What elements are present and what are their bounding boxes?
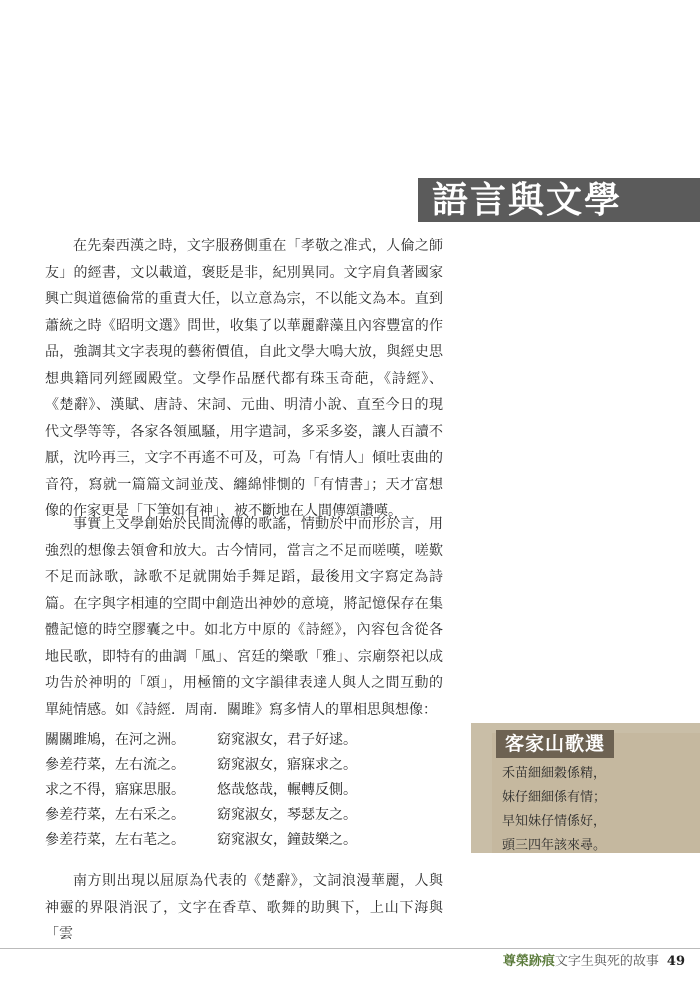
poem-half-line: 窈窕淑女，琴瑟友之。 [217, 807, 357, 823]
poem-half-line: 窈窕淑女，寤寐求之。 [217, 757, 357, 773]
body-section-top [45, 233, 443, 525]
poem-line [45, 828, 455, 853]
poem-line [45, 753, 455, 778]
paragraph-1: 在先秦西漢之時，文字服務側重在「孝敬之准式，人倫之師友」的經書，文以載道，褒貶是非，紀別異同。文字肩負著國家興亡與道德倫常的重責大任，以立意為宗，不以能文為本。直到蕭統之時《昭明文選》問世，收集了以華麗辭藻且內容豐富的作品，強調其文字表現的藝術價值，自此文學大鳴大放，與經史思想典籍同列經國殿堂。文學作品歷代都有珠玉奇葩，《詩經》、《楚辭》、漢賦、唐詩、宋詞、元曲、明清小說、直至今日的現代文學等等，各家各領風騷，用字遣詞，多采多姿，讓人百讀不厭，沈吟再三，文字不再遙不可及，可為「有情人」傾吐衷曲的音符，寫就一篇篇文詞並茂、纏綿悱惻的「有情書」；天才富想像的作家更是「下筆如有神」，被不斷地在人間傳頌讚嘆。 [45, 238, 443, 519]
sidebar-verse [502, 762, 697, 858]
sidebar-title: 客家山歌選 [496, 730, 614, 758]
sidebar-verse-line: 早知妹仔情係好， [502, 814, 607, 829]
page-number: 49 [666, 954, 685, 969]
footer-divider [0, 948, 700, 949]
poem-line [45, 778, 455, 803]
sidebar-verse-line: 妹仔細細係有情； [502, 790, 607, 805]
poem-half-line: 參差荇菜，左右芼之。 [45, 832, 185, 848]
poem-half-line: 求之不得，寤寐思服。 [45, 782, 185, 798]
section-title: 語言與文學 [432, 179, 623, 221]
poem-half-line: 參差荇菜，左右流之。 [45, 757, 185, 773]
sidebar-verse-line: 頭三四年該來尋。 [502, 838, 607, 853]
body-section-middle [45, 511, 443, 723]
footer-series-name: 尊榮跡痕 [502, 954, 555, 969]
poem-half-line: 窈窕淑女，君子好逑。 [217, 732, 357, 748]
body-section-bottom [45, 868, 443, 948]
poem-line [45, 728, 455, 753]
poem-guanju [45, 728, 455, 853]
sidebar-verse-line: 禾苗細細穀係精， [502, 766, 607, 781]
page-footer [503, 952, 685, 972]
poem-half-line: 悠哉悠哉，輾轉反側。 [217, 782, 357, 798]
paragraph-3: 南方則出現以屈原為代表的《楚辭》，文詞浪漫華麗，人與神靈的界限消泯了，文字在香草、歌舞的助興下，上山下海與「雲 [45, 873, 443, 942]
footer-book-title: 文字生與死的故事 [554, 954, 659, 969]
poem-half-line: 參差荇菜，左右采之。 [45, 807, 185, 823]
poem-half-line: 窈窕淑女，鐘鼓樂之。 [217, 832, 357, 848]
poem-half-line: 關關雎鳩，在河之洲。 [45, 732, 185, 748]
paragraph-2: 事實上文學創始於民間流傳的歌謠，情動於中而形於言，用強烈的想像去領會和放大。古今情同，當言之不足而嗟嘆，嗟歎不足而詠歌，詠歌不足就開始手舞足蹈，最後用文字寫定為詩篇。在字與字相連的空間中創造出神妙的意境，將記憶保存在集體記憶的時空膠囊之中。如北方中原的《詩經》，內容包含從各地民歌，即特有的曲調「風」、宮廷的樂歌「雅」、宗廟祭祀以成功告於神明的「頌」，用極簡的文字韻律表達人與人之間互動的單純情感。如《詩經．周南．關雎》寫多情人的單相思與想像： [45, 516, 443, 718]
poem-line [45, 803, 455, 828]
